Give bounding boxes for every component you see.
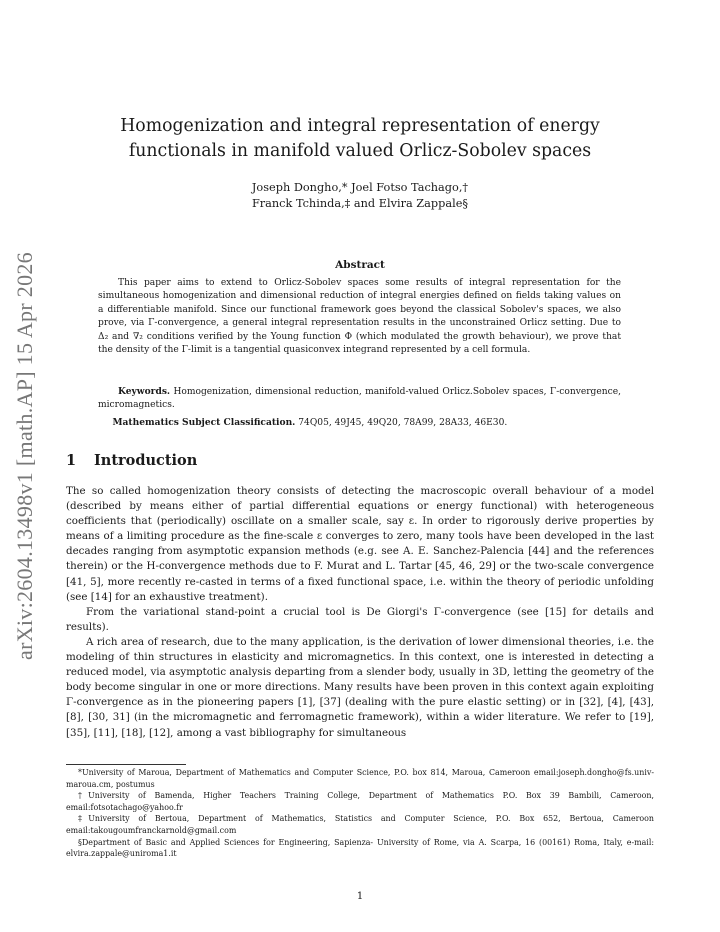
msc-line xyxy=(98,416,621,430)
footnote-affiliation: †University of Bamenda, Higher Teachers Training College, Department of Mathematics P.O. Box 39 Bambili, Cameroon, email:fotsotachago@yahoo.fr xyxy=(66,791,654,812)
author-line-1: Joseph Dongho,* Joel Fotso Tachago,† xyxy=(251,181,469,194)
page-number: 1 xyxy=(356,890,364,902)
footnote-divider xyxy=(66,764,186,765)
arxiv-identifier-stamp: arXiv:2604.13498v1 [math.AP] 15 Apr 2026 xyxy=(12,252,37,660)
paper-title: Homogenization and integral representation of energy functionals in manifold valued Orlicz-Sobolev spaces xyxy=(120,116,600,161)
footnote-affiliation: §Department of Basic and Applied Sciences for Engineering, Sapienza- University of Rome, via A. Scarpa, 16 (00161) Roma, Italy, e-mail: elvira.zappale@uniroma1.it xyxy=(66,837,654,859)
introduction-body xyxy=(66,484,654,741)
abstract-heading: Abstract xyxy=(335,259,385,271)
paragraph: The so called homogenization theory consists of detecting the macroscopic overall behaviour of a model (described by means either of partial differential equations or energy functional) with heterogeneous coefficients that (periodically) oscillate on a smaller scale, say ε. In order to rigorously derive properties by means of a limiting procedure as the fine-scale ε converges to zero, many tools have been developed in the last decades ranging from asymptotic expansion methods (e.g. see A. E. Sanchez-Palencia [44] and the references therein) or the H-convergence methods due to F. Murat and L. Tartar [45, 46, 29] or the two-scale convergence [41, 5], more recently re-casted in terms of a fixed functional space, i.e. within the theory of periodic unfolding (see [14] for an exhaustive treatment). xyxy=(66,485,654,603)
msc-label: Mathematics Subject Classification. xyxy=(112,417,296,428)
author-list xyxy=(140,180,580,212)
paragraph: A rich area of research, due to the many application, is the derivation of lower dimensional theories, i.e. the modeling of thin structures in elasticity and micromagnetics. In this context, one is interested in detecting a reduced model, via asymptotic analysis departing from a slender body, usually in 3D, letting the geometry of the body become singular in one or more directions. Many results have been proven in this context again exploiting Γ-convergence as in the pioneering papers [1], [37] (dealing with the pure elastic setting) or in [32], [4], [43], [8], [30, 31] (in the micromagnetic and ferromagnetic framework), within a wider literature. We refer to [19], [35], [11], [18], [12], among a vast bibliography for simultaneous xyxy=(66,635,654,739)
keywords-text: Homogenization, dimensional reduction, manifold-valued Orlicz.Sobolev spaces, Γ-convergence, micromagnetics. xyxy=(98,387,621,411)
author-line-2: Franck Tchinda,‡ and Elvira Zappale§ xyxy=(251,197,469,210)
section-heading-introduction xyxy=(66,452,197,469)
footnotes xyxy=(66,767,654,860)
paragraph: From the variational stand-point a crucial tool is De Giorgi's Γ-convergence (see [15] for details and results). xyxy=(66,605,654,633)
keywords-label: Keywords. xyxy=(118,386,171,397)
footnote-affiliation: *University of Maroua, Department of Mathematics and Computer Science, P.O. box 814, Maroua, Cameroon email:joseph.dongho@fs.univ-maroua.cm, postumus xyxy=(66,768,654,789)
msc-codes: 74Q05, 49J45, 49Q20, 78A99, 28A33, 46E30. xyxy=(298,418,508,428)
abstract-text: This paper aims to extend to Orlicz-Sobolev spaces some results of integral representation for the simultaneous homogenization and dimensional reduction of integral energies defined on fields taking values on a differentiable manifold. Since our functional framework goes beyond the classical Sobolev's spaces, we also prove, via Γ-convergence, a general integral representation results in the unconstrained Orlicz setting. Due to Δ₂ and ∇₂ conditions verified by the Young function Φ (which modulated the growth behaviour), we prove that the density of the Γ-limit is a tangential quasiconvex integrand represented by a cell formula. xyxy=(98,278,621,356)
keywords-line xyxy=(98,385,621,413)
footnote-affiliation: ‡University of Bertoua, Department of Mathematics, Statistics and Computer Science, P.O. Box 652, Bertoua, Cameroon email:takougoumfranckarnold@gmail.com xyxy=(66,814,654,835)
section-number: 1 xyxy=(66,452,77,469)
section-title: Introduction xyxy=(94,452,198,469)
